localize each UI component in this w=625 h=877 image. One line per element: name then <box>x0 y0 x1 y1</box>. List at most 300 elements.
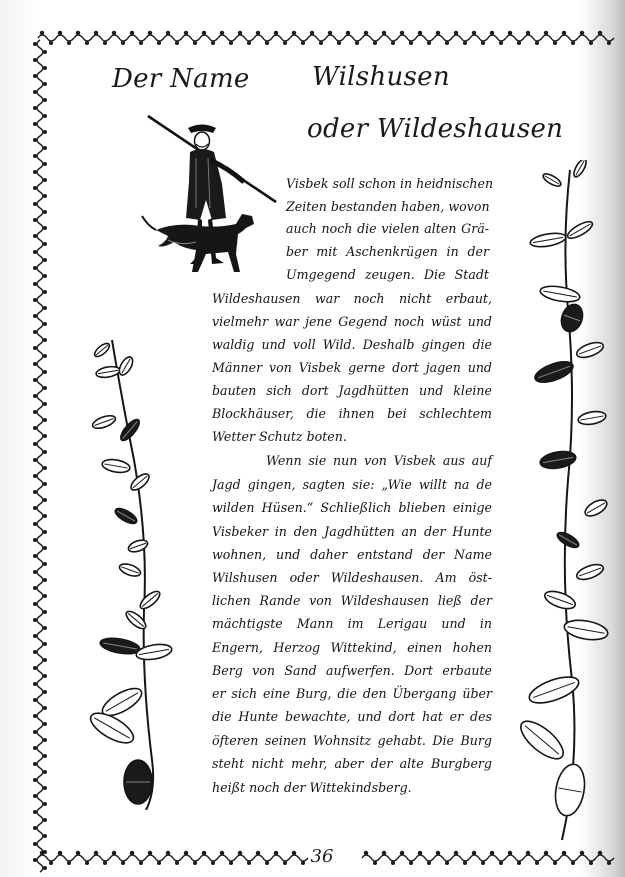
border-ornament <box>596 35 614 41</box>
border-ornament <box>34 635 37 638</box>
border-ornament <box>44 515 47 518</box>
border-ornament <box>464 862 467 865</box>
vine-leaf <box>572 160 589 179</box>
border-ornament <box>44 643 47 646</box>
border-ornament <box>37 568 43 584</box>
border-ornament <box>182 855 200 861</box>
border-ornament <box>44 67 47 70</box>
border-ornament <box>34 555 37 558</box>
border-ornament <box>34 331 37 334</box>
border-ornament <box>356 42 359 45</box>
page-number: 36 <box>310 846 334 867</box>
border-ornament <box>44 579 47 582</box>
border-ornament <box>44 323 47 326</box>
border-ornament <box>94 31 97 34</box>
border-ornament <box>44 851 47 854</box>
border-ornament <box>44 163 47 166</box>
border-ornament <box>37 520 43 536</box>
border-ornament <box>44 611 47 614</box>
border-ornament <box>37 200 43 216</box>
border-ornament <box>122 42 125 45</box>
border-ornament <box>34 571 37 574</box>
body-line: Wetter Schutz boten. <box>212 429 347 444</box>
border-ornament <box>230 862 233 865</box>
border-ornament <box>44 51 47 54</box>
body-line: wilden Hüsen.“ Schließlich blieben einige <box>212 500 492 515</box>
body-line: Wilshusen oder Wildeshausen. Am öst- <box>212 570 492 585</box>
border-ornament <box>76 31 79 34</box>
body-line: heißt noch der Wittekindsberg. <box>212 780 412 795</box>
body-line: wohnen, und daher entstand der Name <box>212 547 492 562</box>
border-ornament <box>328 31 331 34</box>
border-ornament <box>44 771 47 774</box>
border-ornament <box>218 35 236 41</box>
border-ornament <box>56 855 74 861</box>
border-ornament <box>488 35 506 41</box>
border-ornament <box>598 851 601 854</box>
border-ornament <box>562 851 565 854</box>
border-ornament <box>37 744 43 760</box>
border-ornament <box>434 855 452 861</box>
border-ornament <box>37 664 43 680</box>
border-ornament <box>472 31 475 34</box>
border-ornament <box>596 855 614 861</box>
hunter-with-dog-icon <box>138 110 283 290</box>
border-ornament <box>238 851 241 854</box>
border-ornament <box>92 855 110 861</box>
border-ornament <box>590 862 593 865</box>
border-ornament <box>418 31 421 34</box>
border-ornament <box>518 862 521 865</box>
body-line: Jagd gingen, sagten sie: „Wie willt na de <box>212 477 492 492</box>
border-ornament <box>34 427 37 430</box>
border-ornament <box>256 851 259 854</box>
border-ornament <box>230 42 233 45</box>
border-ornament <box>482 862 485 865</box>
border-ornament <box>44 499 47 502</box>
border-ornament <box>184 851 187 854</box>
border-ornament <box>482 42 485 45</box>
border-ornament <box>248 862 251 865</box>
border-ornament <box>37 232 43 248</box>
border-ornament <box>184 31 187 34</box>
border-ornament <box>194 862 197 865</box>
border-ornament <box>436 851 439 854</box>
title-part-1: Der Name <box>112 64 250 94</box>
border-ornament <box>578 35 596 41</box>
border-ornament <box>472 851 475 854</box>
border-ornament <box>220 851 223 854</box>
border-ornament <box>112 851 115 854</box>
border-ornament <box>34 779 37 782</box>
border-ornament <box>536 862 539 865</box>
border-ornament <box>44 243 47 246</box>
border-ornament <box>37 648 43 664</box>
border-ornament <box>218 855 236 861</box>
body-line: Männer von Visbek gerne dort jagen und <box>212 360 492 375</box>
border-ornament <box>34 843 37 846</box>
border-ornament <box>37 280 43 296</box>
border-ornament <box>44 83 47 86</box>
border-ornament <box>50 42 53 45</box>
body-line: steht nicht mehr, aber der alte Burgberg <box>212 756 492 771</box>
border-ornament <box>34 363 37 366</box>
border-ornament <box>104 862 107 865</box>
border-ornament <box>506 35 524 41</box>
border-ornament <box>416 35 434 41</box>
border-ornament <box>34 795 37 798</box>
border-ornament <box>44 675 47 678</box>
body-line: die Hunte bewachte, und dort hat er des <box>212 709 492 724</box>
border-ornament <box>392 42 395 45</box>
border-ornament <box>37 824 43 840</box>
border-ornament <box>34 459 37 462</box>
border-ornament <box>44 787 47 790</box>
border-ornament <box>452 35 470 41</box>
border-ornament <box>148 851 151 854</box>
border-ornament <box>34 731 37 734</box>
border-ornament <box>202 851 205 854</box>
border-ornament <box>44 131 47 134</box>
border-ornament <box>344 35 362 41</box>
border-ornament <box>34 539 37 542</box>
border-ornament <box>182 35 200 41</box>
border-ornament <box>94 851 97 854</box>
border-ornament <box>44 291 47 294</box>
border-ornament <box>266 862 269 865</box>
border-ornament <box>74 35 92 41</box>
border-ornament <box>146 35 164 41</box>
border-ornament <box>34 75 37 78</box>
border-ornament <box>44 707 47 710</box>
border-ornament <box>428 42 431 45</box>
border-ornament <box>292 851 295 854</box>
border-ornament <box>508 851 511 854</box>
border-ornament <box>34 123 37 126</box>
border-ornament <box>37 88 43 104</box>
border-ornament <box>50 862 53 865</box>
border-ornament <box>44 803 47 806</box>
border-ornament <box>364 851 367 854</box>
border-ornament <box>544 31 547 34</box>
border-ornament <box>418 851 421 854</box>
border-ornament <box>37 632 43 648</box>
border-ornament <box>122 862 125 865</box>
border-ornament <box>446 862 449 865</box>
border-ornament <box>37 552 43 568</box>
border-ornament <box>34 203 37 206</box>
border-ornament <box>320 42 323 45</box>
border-ornament <box>398 35 416 41</box>
border-ornament <box>292 31 295 34</box>
body-line: bauten sich dort Jagdhütten und kleine <box>212 383 492 398</box>
border-ornament <box>34 683 37 686</box>
border-ornament <box>490 31 493 34</box>
border-ornament <box>37 472 43 488</box>
border-ornament <box>272 35 290 41</box>
body-line: waldig und voll Wild. Deshalb gingen die <box>212 337 492 352</box>
border-ornament <box>34 603 37 606</box>
border-ornament <box>34 747 37 750</box>
border-ornament <box>382 851 385 854</box>
border-ornament <box>44 867 47 870</box>
border-ornament <box>34 43 37 46</box>
border-ornament <box>212 42 215 45</box>
border-ornament <box>34 859 37 862</box>
border-ornament <box>37 536 43 552</box>
border-ornament <box>236 35 254 41</box>
border-ornament <box>37 392 43 408</box>
border-ornament <box>34 619 37 622</box>
border-ornament <box>34 587 37 590</box>
border-ornament <box>58 31 61 34</box>
border-ornament <box>326 35 344 41</box>
border-ornament <box>544 851 547 854</box>
border-ornament <box>44 115 47 118</box>
border-ornament <box>500 42 503 45</box>
border-ornament <box>308 35 326 41</box>
border-ornament <box>37 120 43 136</box>
border-ornament <box>374 862 377 865</box>
border-ornament <box>274 851 277 854</box>
border-ornament <box>37 584 43 600</box>
border-ornament <box>338 42 341 45</box>
border-ornament <box>256 31 259 34</box>
border-ornament <box>446 42 449 45</box>
border-ornament <box>302 42 305 45</box>
border-ornament <box>34 283 37 286</box>
border-ornament <box>380 855 398 861</box>
border-ornament <box>284 862 287 865</box>
right-vine-icon <box>500 160 625 850</box>
border-ornament <box>140 862 143 865</box>
border-ornament <box>164 35 182 41</box>
border-ornament <box>220 31 223 34</box>
body-line: Zeiten bestanden haben, wovon <box>286 199 490 214</box>
border-ornament <box>110 855 128 861</box>
border-ornament <box>470 35 488 41</box>
border-ornament <box>382 31 385 34</box>
border-ornament <box>526 851 529 854</box>
border-ornament <box>37 360 43 376</box>
border-ornament <box>200 855 218 861</box>
body-line: lichen Rande von Wildeshausen ließ der <box>212 593 492 608</box>
border-ornament <box>400 31 403 34</box>
border-ornament <box>44 483 47 486</box>
border-ornament <box>506 855 524 861</box>
border-ornament <box>68 862 71 865</box>
border-ornament <box>34 347 37 350</box>
border-ornament <box>34 139 37 142</box>
vine-stem <box>562 170 574 840</box>
border-ornament <box>37 312 43 328</box>
border-ornament <box>560 35 578 41</box>
border-ornament <box>488 855 506 861</box>
border-ornament <box>37 760 43 776</box>
border-ornament <box>37 40 43 56</box>
body-line: er sich eine Burg, die den Übergang über <box>212 686 492 701</box>
border-ornament <box>248 42 251 45</box>
border-ornament <box>34 827 37 830</box>
border-ornament <box>44 723 47 726</box>
border-ornament <box>38 35 56 41</box>
left-vine-icon <box>82 330 182 810</box>
border-ornament <box>34 219 37 222</box>
border-ornament <box>34 699 37 702</box>
border-ornament <box>44 659 47 662</box>
border-ornament <box>158 862 161 865</box>
border-ornament <box>44 547 47 550</box>
border-ornament <box>34 667 37 670</box>
body-line: Visbek soll schon in heidnischen <box>286 176 494 191</box>
border-ornament <box>44 147 47 150</box>
border-ornament <box>362 35 380 41</box>
border-ornament <box>194 42 197 45</box>
border-ornament <box>44 195 47 198</box>
border-ornament <box>464 42 467 45</box>
border-ornament <box>37 808 43 824</box>
border-ornament <box>526 31 529 34</box>
border-ornament <box>266 42 269 45</box>
border-ornament <box>44 99 47 102</box>
border-ornament <box>524 35 542 41</box>
border-ornament <box>34 235 37 238</box>
border-ornament <box>37 152 43 168</box>
border-ornament <box>37 184 43 200</box>
border-ornament <box>44 355 47 358</box>
border-ornament <box>34 443 37 446</box>
border-ornament <box>518 42 521 45</box>
border-ornament <box>434 35 452 41</box>
border-ornament <box>44 595 47 598</box>
border-ornament <box>37 104 43 120</box>
border-ornament <box>56 35 74 41</box>
border-ornament <box>34 763 37 766</box>
border-ornament <box>148 31 151 34</box>
border-ornament <box>202 31 205 34</box>
border-ornament <box>37 488 43 504</box>
border-ornament <box>436 31 439 34</box>
border-ornament <box>76 851 79 854</box>
border-ornament <box>346 31 349 34</box>
border-ornament <box>508 31 511 34</box>
border-ornament <box>37 600 43 616</box>
border-ornament <box>128 35 146 41</box>
border-ornament <box>44 339 47 342</box>
body-line: ber mit Aschenkrügen in der <box>286 244 489 259</box>
border-ornament <box>44 627 47 630</box>
border-ornament <box>158 42 161 45</box>
border-ornament <box>104 42 107 45</box>
border-ornament <box>68 42 71 45</box>
border-ornament <box>176 42 179 45</box>
border-ornament <box>37 56 43 72</box>
border-ornament <box>380 35 398 41</box>
border-ornament <box>44 211 47 214</box>
border-ornament <box>254 35 272 41</box>
border-ornament <box>452 855 470 861</box>
border-ornament <box>34 251 37 254</box>
border-ornament <box>44 819 47 822</box>
border-ornament <box>37 680 43 696</box>
border-ornament <box>34 299 37 302</box>
border-ornament <box>128 855 146 861</box>
border-ornament <box>454 851 457 854</box>
border-ornament <box>400 851 403 854</box>
border-ornament <box>416 855 434 861</box>
border-ornament <box>536 42 539 45</box>
border-ornament <box>34 811 37 814</box>
border-ornament <box>238 31 241 34</box>
border-ornament <box>608 862 611 865</box>
title-part-2: Wilshusen <box>312 62 450 92</box>
border-ornament <box>392 862 395 865</box>
border-ornament <box>130 31 133 34</box>
border-ornament <box>578 855 596 861</box>
border-ornament <box>542 35 560 41</box>
border-ornament <box>44 835 47 838</box>
border-ornament <box>454 31 457 34</box>
border-ornament <box>44 387 47 390</box>
border-ornament <box>310 31 313 34</box>
border-ornament <box>74 855 92 861</box>
border-ornament <box>554 42 557 45</box>
border-ornament <box>146 855 164 861</box>
border-ornament <box>44 691 47 694</box>
border-ornament <box>44 403 47 406</box>
border-ornament <box>86 42 89 45</box>
border-ornament <box>44 259 47 262</box>
border-ornament <box>290 35 308 41</box>
border-ornament <box>58 851 61 854</box>
border-ornament <box>572 862 575 865</box>
border-ornament <box>34 411 37 414</box>
border-ornament <box>200 35 218 41</box>
border-ornament <box>112 31 115 34</box>
border-ornament <box>37 712 43 728</box>
border-ornament <box>284 42 287 45</box>
border-ornament <box>40 31 43 34</box>
border-ornament <box>37 440 43 456</box>
border-ornament <box>37 456 43 472</box>
border-ornament <box>212 862 215 865</box>
border-ornament <box>37 856 43 872</box>
border-ornament <box>86 862 89 865</box>
border-ornament <box>37 296 43 312</box>
border-ornament <box>44 451 47 454</box>
border-ornament <box>37 696 43 712</box>
border-ornament <box>37 344 43 360</box>
border-ornament <box>166 851 169 854</box>
border-ornament <box>362 855 380 861</box>
border-ornament <box>37 72 43 88</box>
border-ornament <box>44 563 47 566</box>
border-ornament <box>37 776 43 792</box>
border-ornament <box>398 855 416 861</box>
border-ornament <box>254 855 272 861</box>
border-ornament <box>37 216 43 232</box>
border-ornament <box>580 851 583 854</box>
border-ornament <box>542 855 560 861</box>
border-ornament <box>470 855 488 861</box>
border-ornament <box>572 42 575 45</box>
border-ornament <box>166 31 169 34</box>
border-ornament <box>580 31 583 34</box>
border-ornament <box>34 267 37 270</box>
border-ornament <box>34 395 37 398</box>
border-ornament <box>490 851 493 854</box>
border-ornament <box>37 248 43 264</box>
